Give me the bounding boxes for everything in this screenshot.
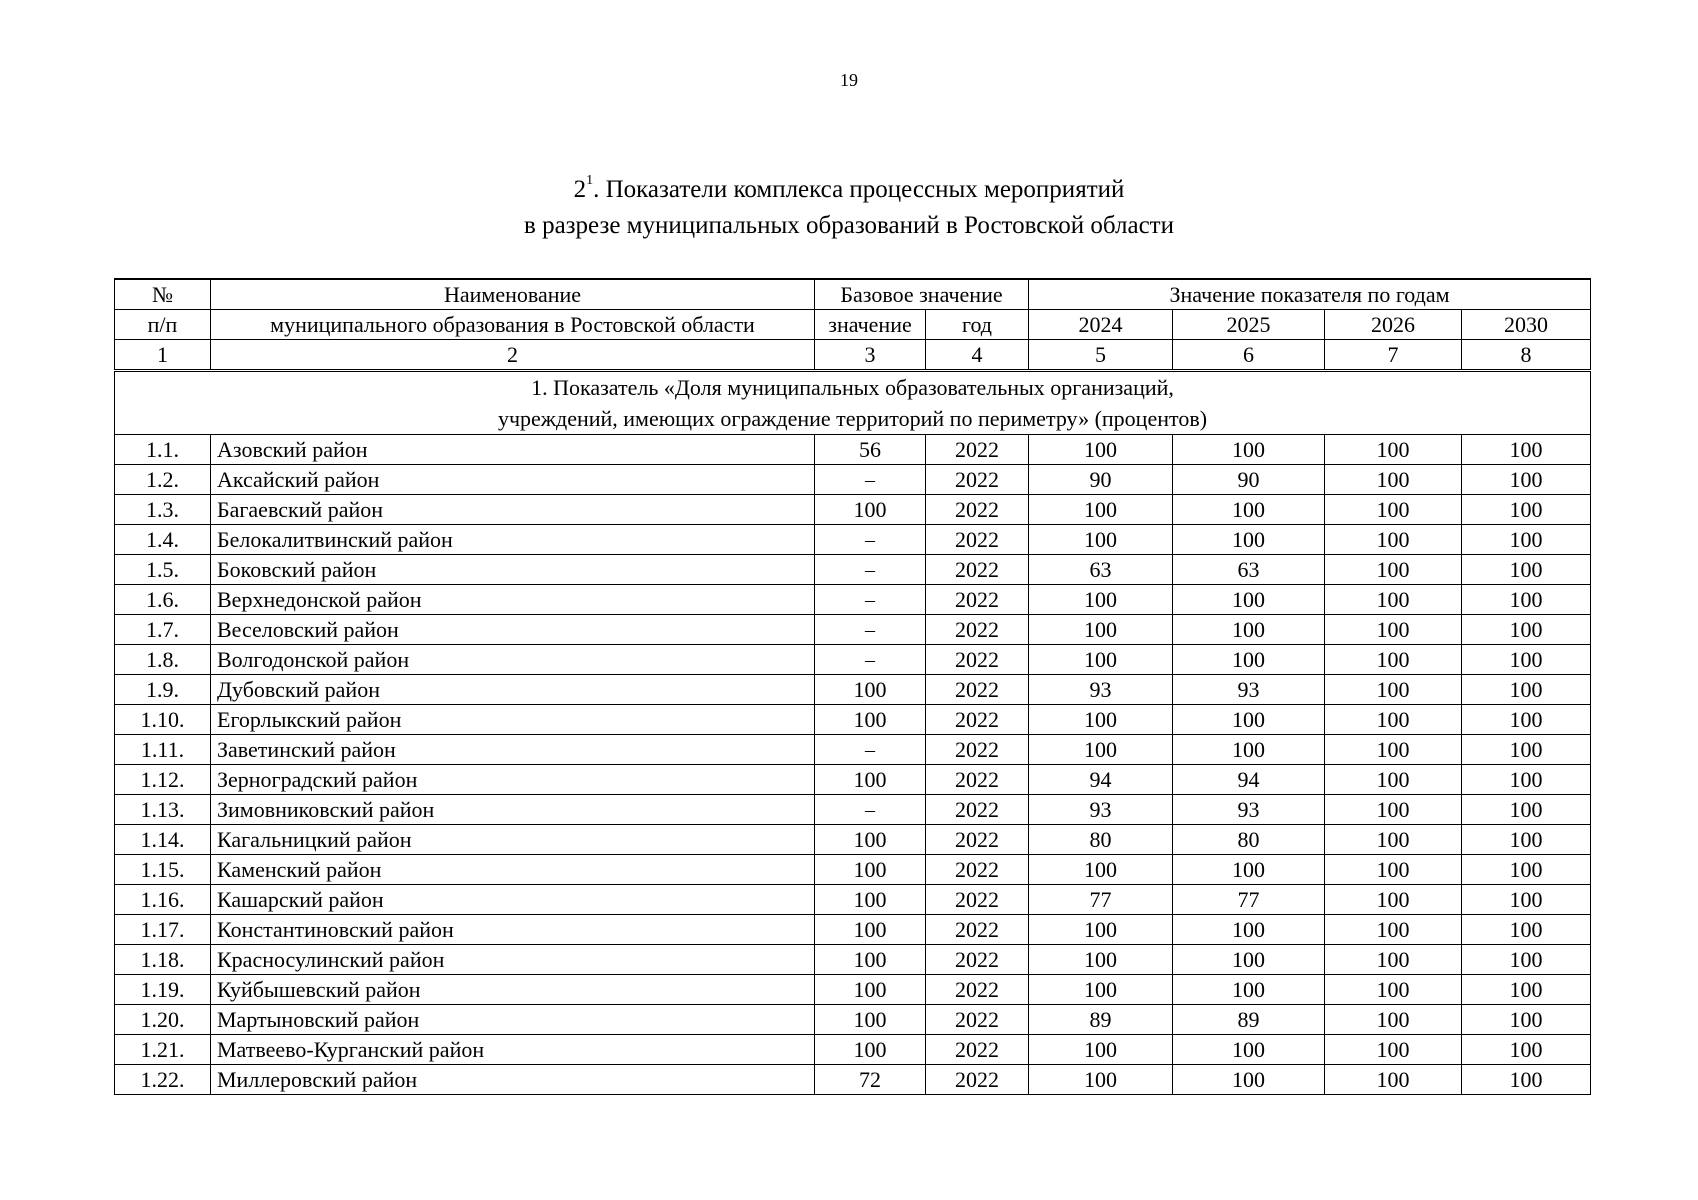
- base-year: 2022: [926, 435, 1029, 465]
- value-2025: 93: [1173, 795, 1325, 825]
- value-2025: 100: [1173, 645, 1325, 675]
- value-2030: 100: [1462, 855, 1591, 885]
- column-number-row: [115, 340, 1591, 371]
- header-row-1: [115, 279, 1591, 310]
- base-year: 2022: [926, 465, 1029, 495]
- table-row: [115, 885, 1591, 915]
- value-2030: 100: [1462, 675, 1591, 705]
- municipality-name: Каменский район: [211, 855, 815, 885]
- base-year: 2022: [926, 795, 1029, 825]
- column-number: 5: [1029, 340, 1173, 371]
- value-2024: 93: [1029, 675, 1173, 705]
- base-year: 2022: [926, 1005, 1029, 1035]
- value-2026: 100: [1325, 555, 1462, 585]
- header-no-line2: п/п: [115, 310, 211, 340]
- base-value: 100: [815, 675, 926, 705]
- base-year: 2022: [926, 585, 1029, 615]
- value-2026: 100: [1325, 975, 1462, 1005]
- value-2025: 100: [1173, 435, 1325, 465]
- column-number: 8: [1462, 340, 1591, 371]
- municipality-name: Мартыновский район: [211, 1005, 815, 1035]
- value-2030: 100: [1462, 1065, 1591, 1095]
- value-2030: 100: [1462, 495, 1591, 525]
- value-2025: 100: [1173, 975, 1325, 1005]
- row-number: 1.21.: [115, 1035, 211, 1065]
- table-row: [115, 675, 1591, 705]
- table-row: [115, 945, 1591, 975]
- base-year: 2022: [926, 1035, 1029, 1065]
- section-line-2: учреждений, имеющих ограждение территорий по периметру» (процентов): [497, 406, 1208, 431]
- value-2026: 100: [1325, 765, 1462, 795]
- row-number: 1.9.: [115, 675, 211, 705]
- value-2025: 77: [1173, 885, 1325, 915]
- base-year: 2022: [926, 495, 1029, 525]
- value-2025: 100: [1173, 915, 1325, 945]
- value-2025: 93: [1173, 675, 1325, 705]
- row-number: 1.5.: [115, 555, 211, 585]
- value-2026: 100: [1325, 615, 1462, 645]
- value-2026: 100: [1325, 795, 1462, 825]
- title-line-1-text: . Показатели комплекса процессных мероприятий: [593, 176, 1125, 203]
- header-name-line2: муниципального образования в Ростовской области: [211, 310, 815, 340]
- header-year-2024: 2024: [1029, 310, 1173, 340]
- value-2030: 100: [1462, 465, 1591, 495]
- value-2025: 100: [1173, 735, 1325, 765]
- table-body: [115, 435, 1591, 1095]
- value-2030: 100: [1462, 735, 1591, 765]
- value-2030: 100: [1462, 1035, 1591, 1065]
- value-2026: 100: [1325, 525, 1462, 555]
- table-row: [115, 1065, 1591, 1095]
- municipality-name: Веселовский район: [211, 615, 815, 645]
- table-row: [115, 975, 1591, 1005]
- header-no-line1: №: [115, 279, 211, 310]
- table-row: [115, 795, 1591, 825]
- municipality-name: Боковский район: [211, 555, 815, 585]
- value-2025: 80: [1173, 825, 1325, 855]
- row-number: 1.14.: [115, 825, 211, 855]
- table-row: [115, 855, 1591, 885]
- header-base-year: год: [926, 310, 1029, 340]
- base-year: 2022: [926, 975, 1029, 1005]
- column-number: 1: [115, 340, 211, 371]
- municipality-name: Кашарский район: [211, 885, 815, 915]
- title-line-1: [0, 172, 1698, 208]
- value-2025: 100: [1173, 945, 1325, 975]
- header-years-group: Значение показателя по годам: [1029, 279, 1591, 310]
- row-number: 1.4.: [115, 525, 211, 555]
- table-row: [115, 525, 1591, 555]
- value-2030: 100: [1462, 975, 1591, 1005]
- value-2025: 100: [1173, 495, 1325, 525]
- base-year: 2022: [926, 765, 1029, 795]
- page-number: 19: [840, 70, 858, 90]
- value-2025: 63: [1173, 555, 1325, 585]
- value-2025: 100: [1173, 855, 1325, 885]
- municipality-name: Верхнедонской район: [211, 585, 815, 615]
- base-year: 2022: [926, 525, 1029, 555]
- value-2024: 100: [1029, 645, 1173, 675]
- section-line-1: 1. Показатель «Доля муниципальных образовательных организаций,: [531, 375, 1174, 400]
- value-2026: 100: [1325, 1065, 1462, 1095]
- column-number: 2: [211, 340, 815, 371]
- base-value: 100: [815, 495, 926, 525]
- table-row: [115, 465, 1591, 495]
- table-row: [115, 555, 1591, 585]
- value-2026: 100: [1325, 915, 1462, 945]
- municipality-name: Белокалитвинский район: [211, 525, 815, 555]
- base-value: 100: [815, 1005, 926, 1035]
- value-2024: 93: [1029, 795, 1173, 825]
- base-value: 100: [815, 1035, 926, 1065]
- value-2030: 100: [1462, 555, 1591, 585]
- base-value: –: [815, 555, 926, 585]
- value-2026: 100: [1325, 465, 1462, 495]
- value-2030: 100: [1462, 435, 1591, 465]
- value-2024: 77: [1029, 885, 1173, 915]
- row-number: 1.11.: [115, 735, 211, 765]
- value-2030: 100: [1462, 825, 1591, 855]
- value-2024: 89: [1029, 1005, 1173, 1035]
- value-2030: 100: [1462, 705, 1591, 735]
- municipality-name: Миллеровский район: [211, 1065, 815, 1095]
- value-2024: 100: [1029, 705, 1173, 735]
- row-number: 1.12.: [115, 765, 211, 795]
- value-2025: 100: [1173, 615, 1325, 645]
- municipality-name: Константиновский район: [211, 915, 815, 945]
- municipality-name: Зимовниковский район: [211, 795, 815, 825]
- column-number: 6: [1173, 340, 1325, 371]
- value-2024: 100: [1029, 435, 1173, 465]
- table-row: [115, 585, 1591, 615]
- value-2026: 100: [1325, 885, 1462, 915]
- municipality-name: Матвеево-Курганский район: [211, 1035, 815, 1065]
- row-number: 1.1.: [115, 435, 211, 465]
- table-row: [115, 915, 1591, 945]
- indicator-table: [114, 278, 1591, 1095]
- header-base-group: Базовое значение: [815, 279, 1029, 310]
- value-2024: 100: [1029, 1065, 1173, 1095]
- value-2024: 100: [1029, 615, 1173, 645]
- value-2030: 100: [1462, 795, 1591, 825]
- municipality-name: Кагальницкий район: [211, 825, 815, 855]
- base-value: 72: [815, 1065, 926, 1095]
- base-year: 2022: [926, 735, 1029, 765]
- table-row: [115, 435, 1591, 465]
- value-2026: 100: [1325, 1005, 1462, 1035]
- base-year: 2022: [926, 885, 1029, 915]
- value-2030: 100: [1462, 765, 1591, 795]
- base-value: –: [815, 735, 926, 765]
- value-2030: 100: [1462, 1005, 1591, 1035]
- column-number: 3: [815, 340, 926, 371]
- value-2025: 100: [1173, 525, 1325, 555]
- value-2030: 100: [1462, 915, 1591, 945]
- value-2026: 100: [1325, 1035, 1462, 1065]
- value-2026: 100: [1325, 945, 1462, 975]
- value-2026: 100: [1325, 825, 1462, 855]
- table-row: [115, 825, 1591, 855]
- row-number: 1.17.: [115, 915, 211, 945]
- value-2024: 100: [1029, 585, 1173, 615]
- header-year-2030: 2030: [1462, 310, 1591, 340]
- value-2026: 100: [1325, 645, 1462, 675]
- municipality-name: Красносулинский район: [211, 945, 815, 975]
- municipality-name: Волгодонской район: [211, 645, 815, 675]
- municipality-name: Егорлыкский район: [211, 705, 815, 735]
- value-2024: 100: [1029, 915, 1173, 945]
- base-value: –: [815, 525, 926, 555]
- row-number: 1.15.: [115, 855, 211, 885]
- value-2025: 100: [1173, 1065, 1325, 1095]
- value-2026: 100: [1325, 675, 1462, 705]
- value-2026: 100: [1325, 495, 1462, 525]
- row-number: 1.2.: [115, 465, 211, 495]
- base-value: –: [815, 585, 926, 615]
- value-2025: 89: [1173, 1005, 1325, 1035]
- value-2024: 100: [1029, 735, 1173, 765]
- base-value: 100: [815, 855, 926, 885]
- value-2030: 100: [1462, 885, 1591, 915]
- value-2024: 100: [1029, 975, 1173, 1005]
- value-2024: 100: [1029, 1035, 1173, 1065]
- title-line-2: в разрезе муниципальных образований в Ростовской области: [524, 212, 1174, 239]
- base-value: –: [815, 645, 926, 675]
- header-row-2: [115, 310, 1591, 340]
- base-year: 2022: [926, 555, 1029, 585]
- base-year: 2022: [926, 615, 1029, 645]
- base-value: 100: [815, 705, 926, 735]
- title-number: 2: [573, 176, 587, 203]
- column-number: 4: [926, 340, 1029, 371]
- table-row: [115, 735, 1591, 765]
- row-number: 1.10.: [115, 705, 211, 735]
- table-row: [115, 765, 1591, 795]
- value-2025: 100: [1173, 585, 1325, 615]
- table-row: [115, 1035, 1591, 1065]
- municipality-name: Зерноградский район: [211, 765, 815, 795]
- table-row: [115, 1005, 1591, 1035]
- base-value: 56: [815, 435, 926, 465]
- row-number: 1.16.: [115, 885, 211, 915]
- row-number: 1.20.: [115, 1005, 211, 1035]
- row-number: 1.18.: [115, 945, 211, 975]
- title-superscript: 1: [586, 173, 594, 188]
- base-year: 2022: [926, 855, 1029, 885]
- base-year: 2022: [926, 1065, 1029, 1095]
- base-year: 2022: [926, 945, 1029, 975]
- base-value: 100: [815, 885, 926, 915]
- base-value: 100: [815, 945, 926, 975]
- value-2026: 100: [1325, 855, 1462, 885]
- document-title: [0, 172, 1698, 244]
- header-base-value: значение: [815, 310, 926, 340]
- value-2026: 100: [1325, 735, 1462, 765]
- section-row: [115, 371, 1591, 435]
- value-2030: 100: [1462, 615, 1591, 645]
- value-2024: 80: [1029, 825, 1173, 855]
- base-value: –: [815, 465, 926, 495]
- base-year: 2022: [926, 825, 1029, 855]
- base-value: –: [815, 795, 926, 825]
- row-number: 1.13.: [115, 795, 211, 825]
- table-row: [115, 705, 1591, 735]
- value-2026: 100: [1325, 705, 1462, 735]
- value-2025: 90: [1173, 465, 1325, 495]
- value-2024: 90: [1029, 465, 1173, 495]
- table-row: [115, 645, 1591, 675]
- municipality-name: Аксайский район: [211, 465, 815, 495]
- value-2024: 63: [1029, 555, 1173, 585]
- value-2024: 100: [1029, 525, 1173, 555]
- value-2025: 94: [1173, 765, 1325, 795]
- base-year: 2022: [926, 915, 1029, 945]
- value-2024: 100: [1029, 855, 1173, 885]
- table-row: [115, 495, 1591, 525]
- municipality-name: Куйбышевский район: [211, 975, 815, 1005]
- row-number: 1.6.: [115, 585, 211, 615]
- row-number: 1.22.: [115, 1065, 211, 1095]
- base-value: 100: [815, 975, 926, 1005]
- row-number: 1.8.: [115, 645, 211, 675]
- municipality-name: Дубовский район: [211, 675, 815, 705]
- row-number: 1.3.: [115, 495, 211, 525]
- value-2030: 100: [1462, 585, 1591, 615]
- value-2030: 100: [1462, 525, 1591, 555]
- base-value: –: [815, 615, 926, 645]
- header-year-2026: 2026: [1325, 310, 1462, 340]
- base-year: 2022: [926, 675, 1029, 705]
- base-value: 100: [815, 825, 926, 855]
- value-2024: 94: [1029, 765, 1173, 795]
- base-year: 2022: [926, 705, 1029, 735]
- row-number: 1.19.: [115, 975, 211, 1005]
- value-2024: 100: [1029, 495, 1173, 525]
- base-year: 2022: [926, 645, 1029, 675]
- base-value: 100: [815, 915, 926, 945]
- header-year-2025: 2025: [1173, 310, 1325, 340]
- row-number: 1.7.: [115, 615, 211, 645]
- header-name-line1: Наименование: [211, 279, 815, 310]
- value-2026: 100: [1325, 585, 1462, 615]
- section-heading: [115, 371, 1591, 435]
- table-row: [115, 615, 1591, 645]
- municipality-name: Азовский район: [211, 435, 815, 465]
- base-value: 100: [815, 765, 926, 795]
- value-2025: 100: [1173, 705, 1325, 735]
- municipality-name: Багаевский район: [211, 495, 815, 525]
- column-number: 7: [1325, 340, 1462, 371]
- municipality-name: Заветинский район: [211, 735, 815, 765]
- value-2025: 100: [1173, 1035, 1325, 1065]
- value-2030: 100: [1462, 945, 1591, 975]
- value-2024: 100: [1029, 945, 1173, 975]
- value-2030: 100: [1462, 645, 1591, 675]
- value-2026: 100: [1325, 435, 1462, 465]
